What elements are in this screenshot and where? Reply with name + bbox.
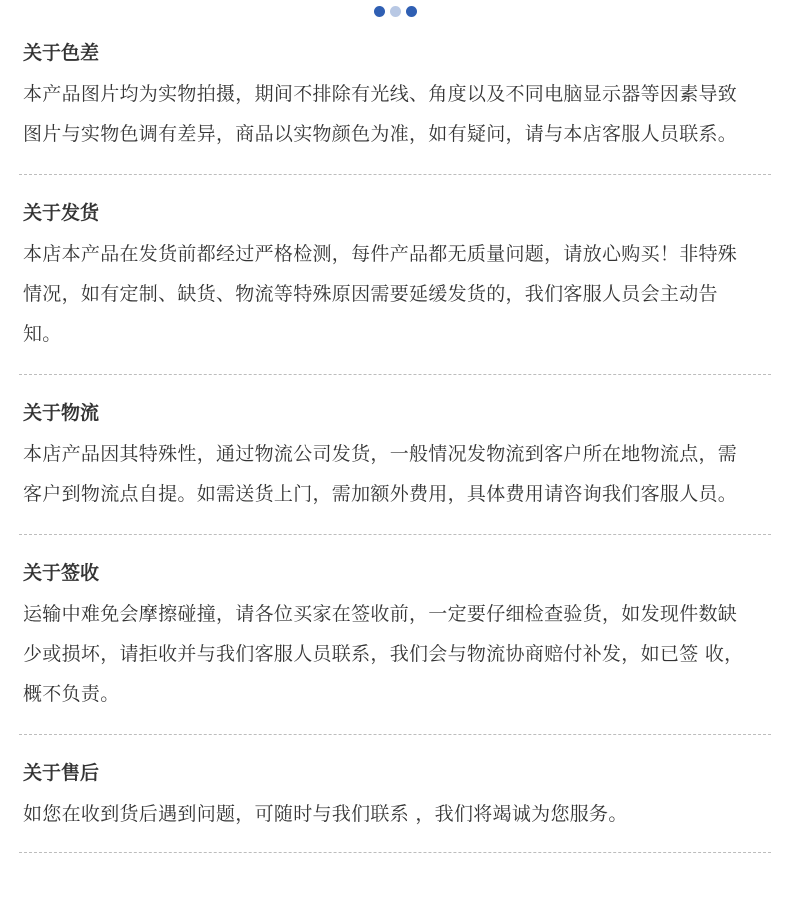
section-title: 关于签收 xyxy=(23,562,100,584)
body-line: 概不负责。 xyxy=(23,683,120,705)
section-body xyxy=(23,234,771,354)
body-line: 知。 xyxy=(23,323,62,345)
section-title: 关于物流 xyxy=(23,402,100,424)
body-line: 图片与实物色调有差异，商品以实物颜色为准，如有疑问，请与本店客服人员联系。 xyxy=(23,123,738,145)
section-body xyxy=(23,434,771,514)
section-receipt xyxy=(23,562,771,714)
section-title: 关于售后 xyxy=(23,762,100,784)
body-line: 本店产品因其特殊性，通过物流公司发货，一般情况发物流到客户所在地物流点，需 xyxy=(23,443,738,465)
section-body xyxy=(23,74,771,154)
section-after-sales xyxy=(23,762,771,834)
pager-dot-2[interactable] xyxy=(390,6,401,17)
section-body xyxy=(23,794,771,834)
section-logistics xyxy=(23,402,771,514)
section-color-difference xyxy=(23,42,771,154)
section-divider xyxy=(19,852,771,853)
pager-dot-3[interactable] xyxy=(406,6,417,17)
section-title: 关于色差 xyxy=(23,42,100,64)
section-body xyxy=(23,594,771,714)
section-divider xyxy=(19,374,771,375)
body-line: 少或损坏，请拒收并与我们客服人员联系，我们会与物流协商赔付补发，如已签 收， xyxy=(23,643,744,665)
body-line: 如您在收到货后遇到问题，可随时与我们联系 ，我们将竭诚为您服务。 xyxy=(23,803,628,825)
body-line: 本店本产品在发货前都经过严格检测，每件产品都无质量问题，请放心购买！非特殊 xyxy=(23,243,738,265)
body-line: 运输中难免会摩擦碰撞，请各位买家在签收前，一定要仔细检查验货，如发现件数缺 xyxy=(23,603,738,625)
carousel-pager xyxy=(0,6,790,20)
section-divider xyxy=(19,734,771,735)
section-divider xyxy=(19,534,771,535)
pager-dot-1[interactable] xyxy=(374,6,385,17)
body-line: 本产品图片均为实物拍摄，期间不排除有光线、角度以及不同电脑显示器等因素导致 xyxy=(23,83,738,105)
section-shipping xyxy=(23,202,771,354)
section-divider xyxy=(19,174,771,175)
body-line: 情况，如有定制、缺货、物流等特殊原因需要延缓发货的，我们客服人员会主动告 xyxy=(23,283,718,305)
section-title: 关于发货 xyxy=(23,202,100,224)
body-line: 客户到物流点自提。如需送货上门，需加额外费用，具体费用请咨询我们客服人员。 xyxy=(23,483,738,505)
